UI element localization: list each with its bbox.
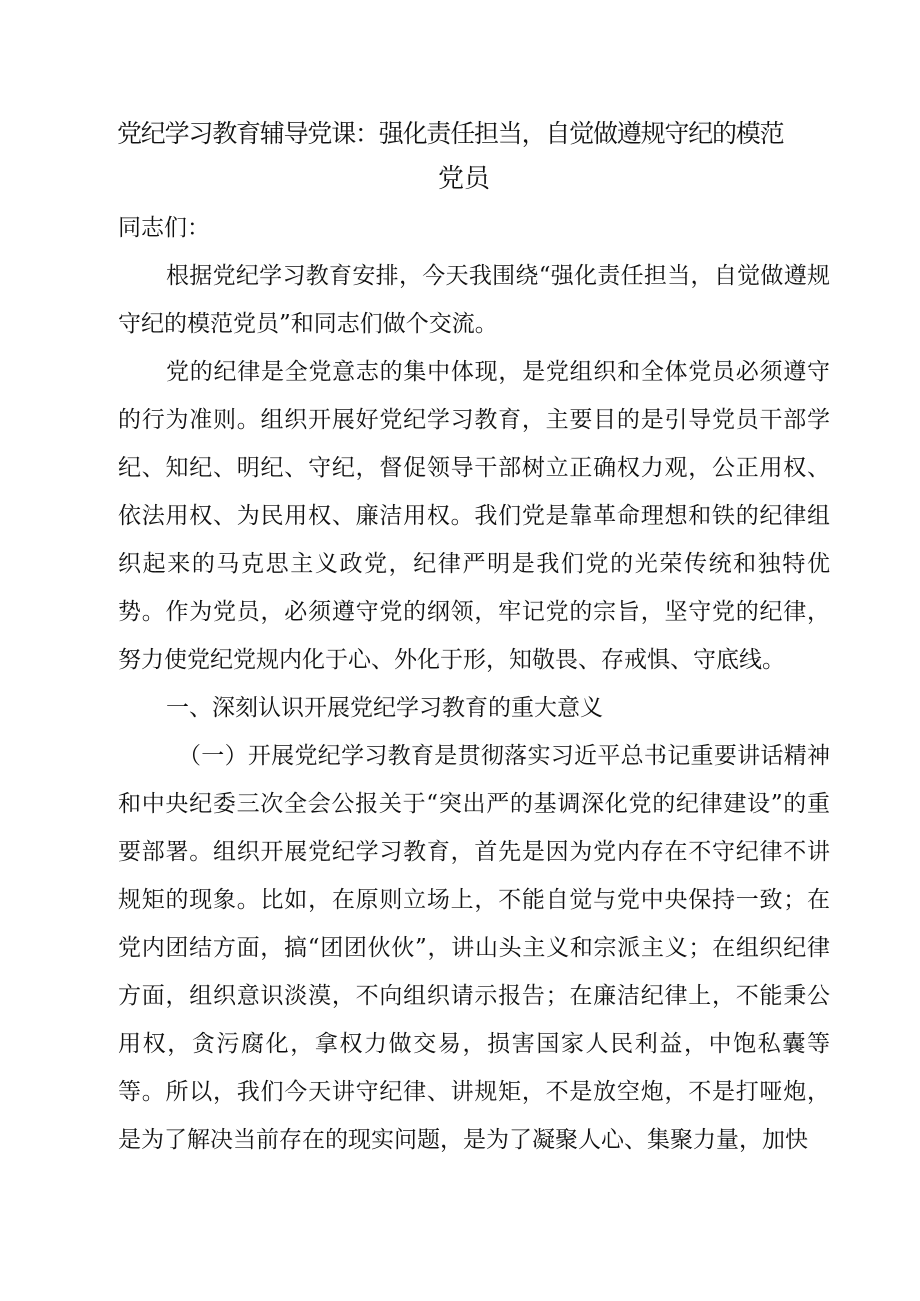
- document-body: [118, 204, 830, 1164]
- document-title-line1: 党纪学习教育辅导党课：强化责任担当，自觉做遵规守纪的模范: [117, 119, 784, 148]
- document-title-line2: 党员: [437, 164, 490, 194]
- body-paragraph: 根据党纪学习教育安排，今天我围绕“强化责任担当，自觉做遵规守纪的模范党员”和同志们做个交流。: [118, 263, 830, 337]
- salutation: 同志们：: [118, 215, 210, 241]
- subsection-paragraph: （一）开展党纪学习教育是贯彻落实习近平总书记重要讲话精神和中央纪委三次全会公报关于“突出严的基调深化党的纪律建设”的重要部署。组织开展党纪学习教育，首先是因为党内存在不守纪律不讲规矩的现象。比如，在原则立场上，不能自觉与党中央保持一致；在党内团结方面，搞“团团伙伙”，讲山头主义和宗派主义；在组织纪律方面，组织意识淡漠，不向组织请示报告；在廉洁纪律上，不能秉公用权，贪污腐化，拿权力做交易，损害国家人民利益，中饱私囊等等。所以，我们今天讲守纪律、讲规矩，不是放空炮，不是打哑炮，是为了解决当前存在的现实问题，是为了凝聚人心、集聚力量，加快: [118, 743, 830, 1153]
- body-paragraph: 党的纪律是全党意志的集中体现，是党组织和全体党员必须遵守的行为准则。组织开展好党纪学习教育，主要目的是引导党员干部学纪、知纪、明纪、守纪，督促领导干部树立正确权力观，公正用权、依法用权、为民用权、廉洁用权。我们党是靠革命理想和铁的纪律组织起来的马克思主义政党，纪律严明是我们党的光荣传统和独特优势。作为党员，必须遵守党的纲领，牢记党的宗旨，坚守党的纪律，努力使党纪党规内化于心、外化于形，知敬畏、存戒惧、守底线。: [118, 359, 830, 673]
- section-heading: 一、深刻认识开展党纪学习教育的重大意义: [166, 695, 603, 721]
